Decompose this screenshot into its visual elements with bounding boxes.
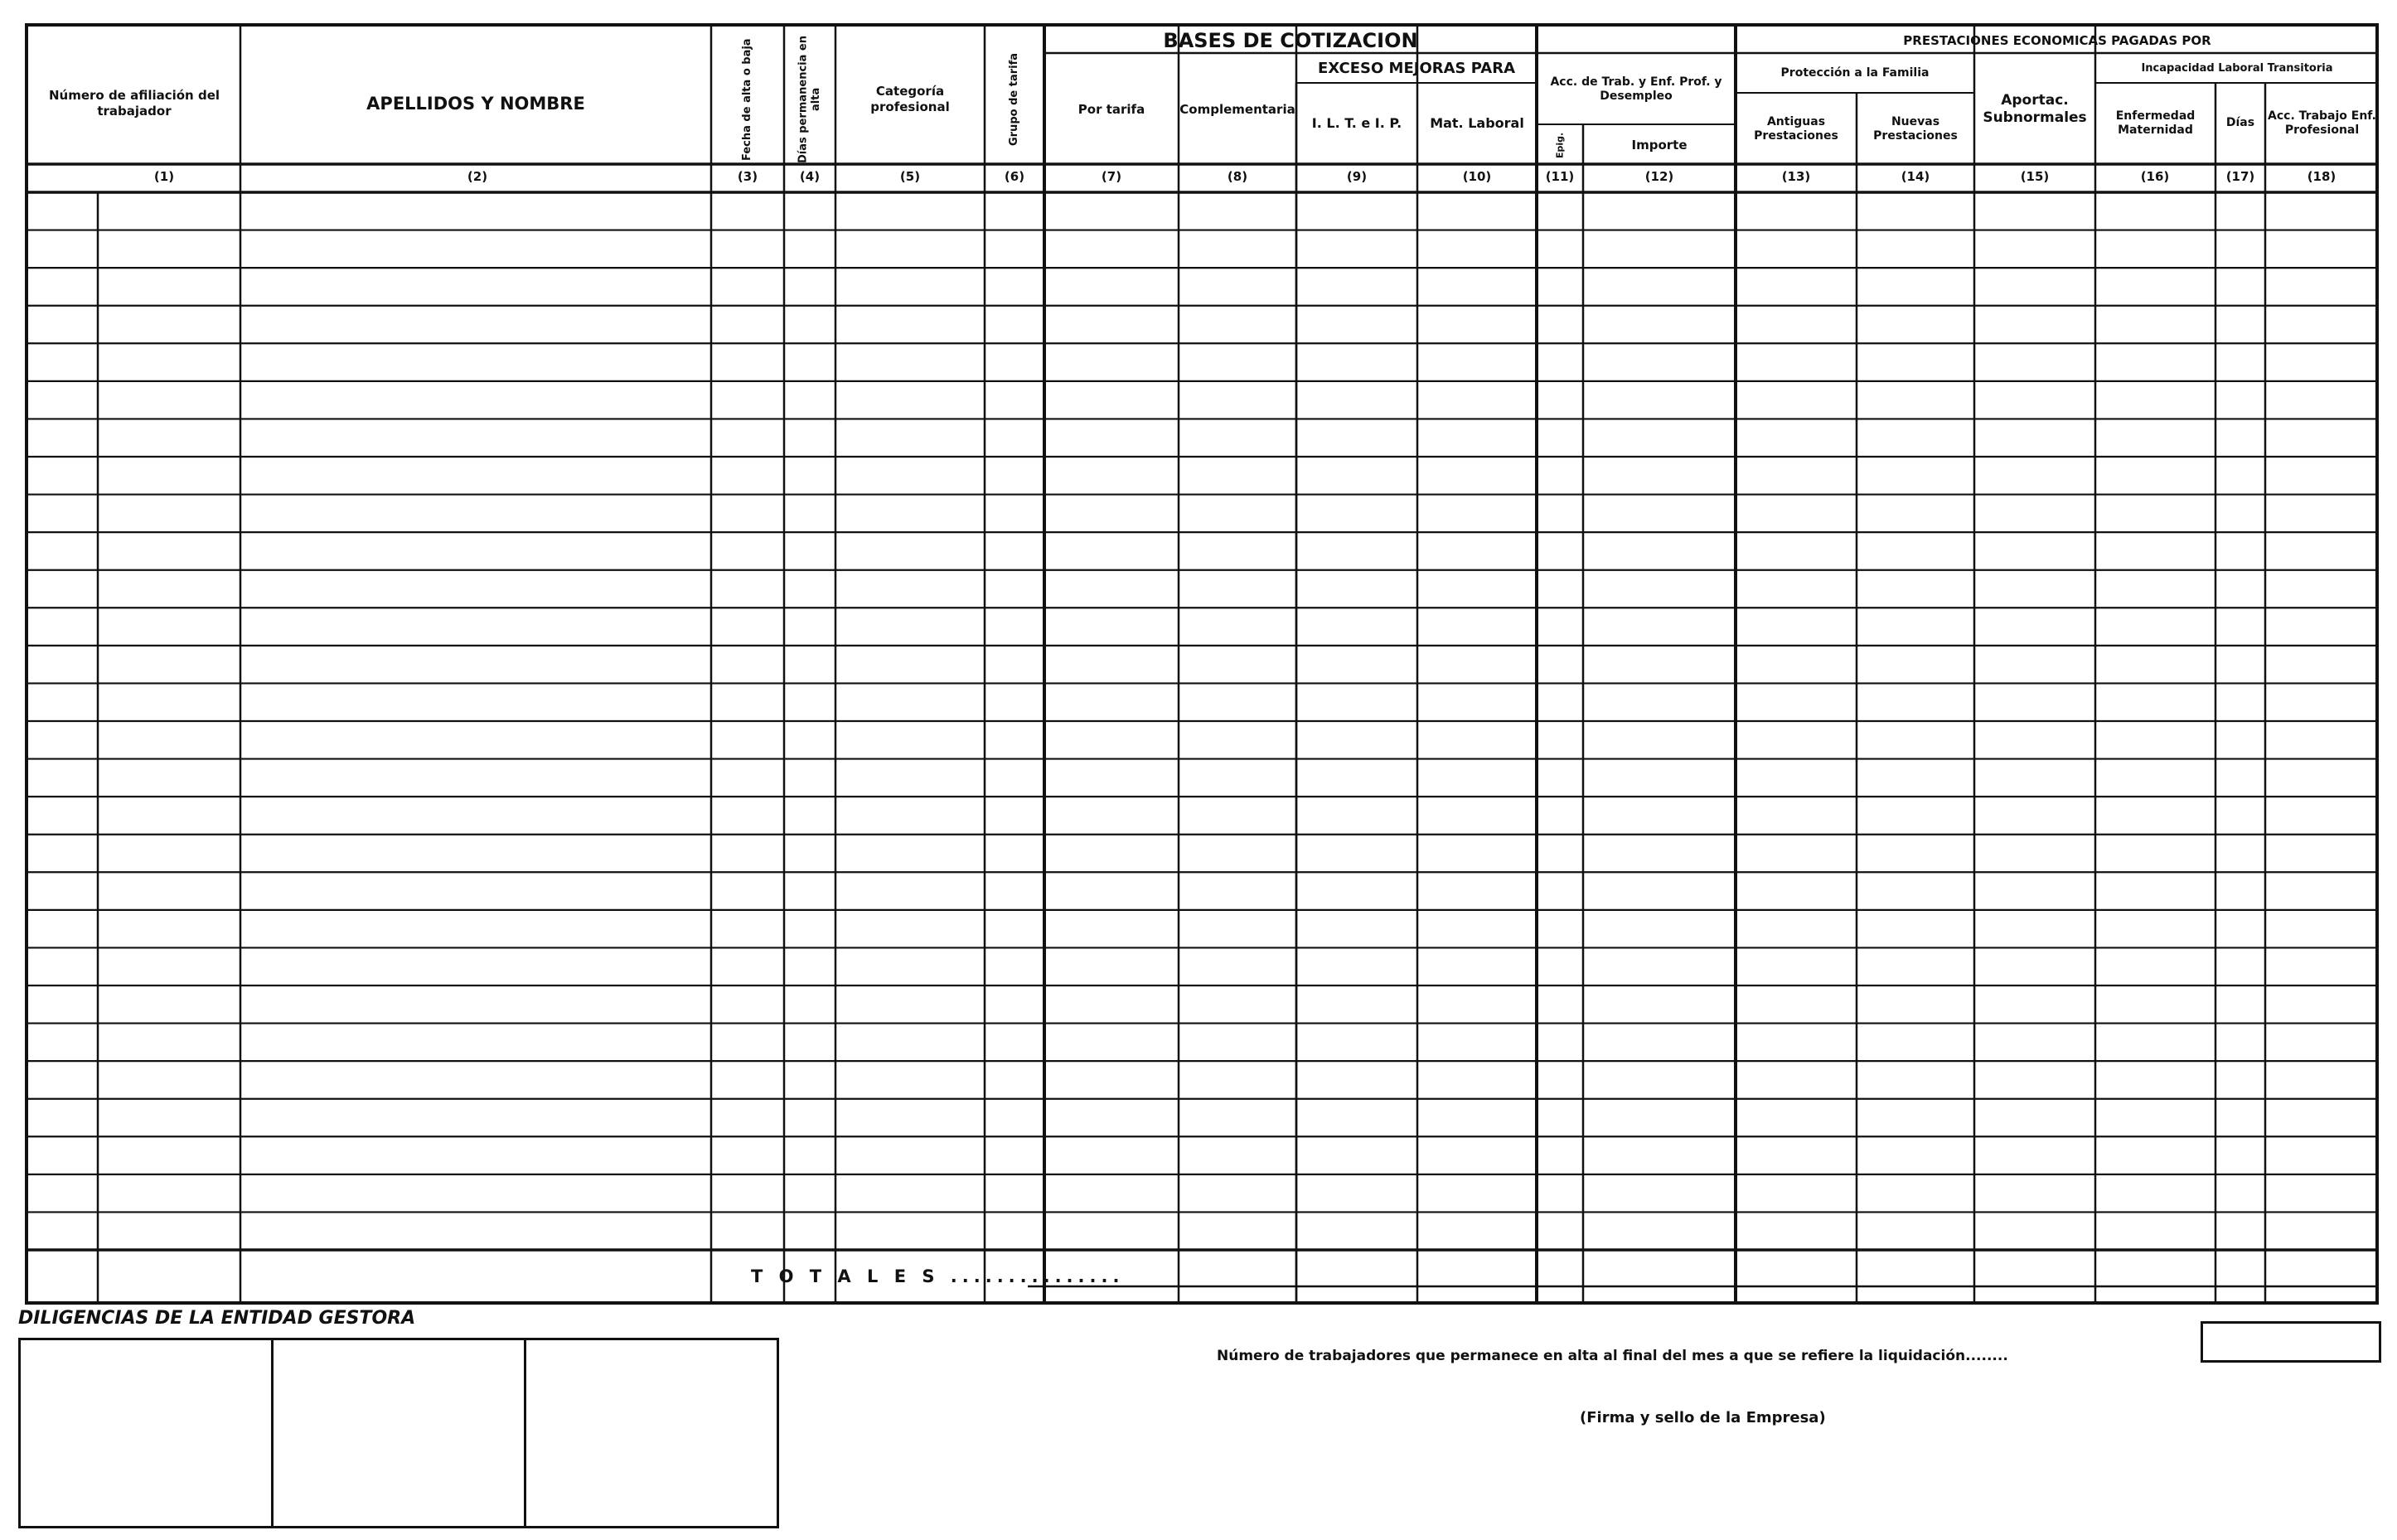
column-number: (3)	[737, 169, 758, 184]
workers-count-field[interactable]	[2201, 1321, 2381, 1363]
header-por-tarifa: Por tarifa	[1077, 101, 1145, 117]
header-grupo-tarifa: Grupo de tarifa	[1008, 52, 1021, 147]
header-antiguas: Antiguas Prestaciones	[1754, 114, 1838, 143]
outer-border	[27, 25, 2377, 1303]
header-bases-cotizacion: BASES DE COTIZACION	[1163, 29, 1418, 52]
column-number: (16)	[2140, 169, 2170, 184]
column-number: (9)	[1346, 169, 1368, 184]
header-aportac: Aportac. Subnormales	[1983, 91, 2087, 126]
header-complementaria: Complementaria	[1179, 101, 1295, 117]
header-dias-permanencia: Días permanencia en alta	[797, 36, 822, 163]
column-number: (13)	[1781, 169, 1811, 184]
column-number: (10)	[1462, 169, 1492, 184]
column-number: (2)	[467, 169, 488, 184]
column-number: (12)	[1644, 169, 1674, 184]
header-acc-trabajo: Acc. Trabajo Enf. Profesional	[2268, 109, 2376, 137]
column-number: (18)	[2307, 169, 2336, 184]
column-number: (5)	[899, 169, 921, 184]
header-apellidos: APELLIDOS Y NOMBRE	[366, 93, 585, 114]
column-number: (11)	[1545, 169, 1575, 184]
header-dias: Días	[2225, 116, 2255, 130]
column-number: (1)	[153, 169, 175, 184]
header-incapacidad: Incapacidad Laboral Transitoria	[2141, 61, 2333, 75]
header-nuevas: Nuevas Prestaciones	[1873, 114, 1958, 143]
header-afiliacion: Número de afiliación del trabajador	[48, 88, 220, 119]
column-number: (8)	[1227, 169, 1248, 184]
form-grid	[25, 23, 2379, 1308]
gestora-cell[interactable]	[274, 1340, 526, 1526]
contribution-form-table	[25, 23, 2379, 1311]
header-acc-trab-title: Acc. de Trab. y Enf. Prof. y Desempleo	[1550, 75, 1722, 103]
gestora-cell[interactable]	[21, 1340, 274, 1526]
header-fecha-alta: Fecha de alta o baja	[741, 38, 754, 161]
gestora-title: DILIGENCIAS DE LA ENTIDAD GESTORA	[18, 1308, 416, 1329]
column-number: (7)	[1101, 169, 1122, 184]
column-number: (14)	[1901, 169, 1930, 184]
gestora-box	[18, 1338, 779, 1528]
header-ilt: I. L. T. e I. P.	[1311, 115, 1402, 131]
company-signature-label: (Firma y sello de la Empresa)	[1580, 1409, 1826, 1426]
column-number: (6)	[1004, 169, 1025, 184]
header-enfermedad: Enfermedad Maternidad	[2115, 109, 2196, 137]
header-exceso-mejoras: EXCESO MEJORAS PARA	[1317, 59, 1516, 77]
header-prestaciones: PRESTACIONES ECONOMICAS PAGADAS POR	[1903, 32, 2211, 48]
header-proteccion-familia: Protección a la Familia	[1780, 66, 1930, 80]
header-mat-laboral: Mat. Laboral	[1430, 115, 1524, 131]
column-number: (17)	[2225, 169, 2255, 184]
column-number: (4)	[799, 169, 821, 184]
header-categoria: Categoría profesional	[870, 84, 950, 114]
totals-label: T O T A L E S ...............	[751, 1266, 1125, 1286]
column-number: (15)	[2020, 169, 2050, 184]
header-importe: Importe	[1631, 137, 1688, 153]
gestora-cell[interactable]	[526, 1340, 777, 1526]
header-epig: Epig.	[1554, 132, 1566, 158]
workers-count-label: Número de trabajadores que permanece en alta al final del mes a que se refiere la liquidación........	[1217, 1348, 2008, 1364]
